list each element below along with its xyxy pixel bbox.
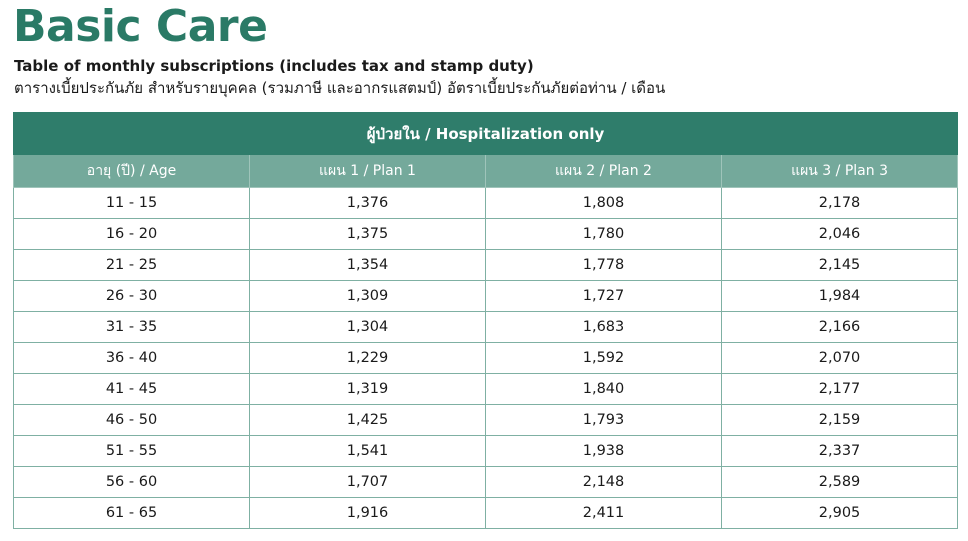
- table-row: [14, 188, 958, 219]
- plan-3-cell: 2,177: [722, 374, 958, 405]
- subtitle-english: Table of monthly subscriptions (includes tax and stamp duty): [14, 57, 534, 75]
- premium-rate-table: [13, 112, 958, 529]
- plan-2-cell: 2,411: [486, 498, 722, 529]
- age-cell: 41 - 45: [14, 374, 250, 405]
- group-header-row: [14, 113, 958, 155]
- plan-3-cell: 2,166: [722, 312, 958, 343]
- table-row: [14, 405, 958, 436]
- column-header-row: [14, 155, 958, 188]
- plan-3-cell: 2,178: [722, 188, 958, 219]
- plan-1-cell: 1,541: [250, 436, 486, 467]
- column-header-plan-3: แผน 3 / Plan 3: [722, 155, 958, 188]
- table-row: [14, 250, 958, 281]
- plan-2-cell: 1,778: [486, 250, 722, 281]
- plan-2-cell: 1,793: [486, 405, 722, 436]
- plan-2-cell: 1,808: [486, 188, 722, 219]
- plan-1-cell: 1,707: [250, 467, 486, 498]
- column-header-plan-1: แผน 1 / Plan 1: [250, 155, 486, 188]
- plan-3-cell: 2,046: [722, 219, 958, 250]
- age-cell: 16 - 20: [14, 219, 250, 250]
- plan-3-cell: 2,159: [722, 405, 958, 436]
- plan-1-cell: 1,425: [250, 405, 486, 436]
- plan-3-cell: 2,337: [722, 436, 958, 467]
- table-row: [14, 219, 958, 250]
- column-header-age: อายุ (ปี) / Age: [14, 155, 250, 188]
- age-cell: 56 - 60: [14, 467, 250, 498]
- plan-1-cell: 1,376: [250, 188, 486, 219]
- plan-3-cell: 1,984: [722, 281, 958, 312]
- plan-2-cell: 1,727: [486, 281, 722, 312]
- table-row: [14, 374, 958, 405]
- table-row: [14, 498, 958, 529]
- table-row: [14, 281, 958, 312]
- plan-2-cell: 2,148: [486, 467, 722, 498]
- plan-2-cell: 1,840: [486, 374, 722, 405]
- plan-3-cell: 2,905: [722, 498, 958, 529]
- column-header-plan-2: แผน 2 / Plan 2: [486, 155, 722, 188]
- age-cell: 61 - 65: [14, 498, 250, 529]
- plan-1-cell: 1,229: [250, 343, 486, 374]
- table-row: [14, 436, 958, 467]
- plan-2-cell: 1,780: [486, 219, 722, 250]
- age-cell: 31 - 35: [14, 312, 250, 343]
- plan-2-cell: 1,938: [486, 436, 722, 467]
- table-row: [14, 312, 958, 343]
- page-title: Basic Care: [13, 1, 268, 52]
- plan-1-cell: 1,304: [250, 312, 486, 343]
- plan-3-cell: 2,589: [722, 467, 958, 498]
- plan-1-cell: 1,375: [250, 219, 486, 250]
- plan-2-cell: 1,683: [486, 312, 722, 343]
- age-cell: 51 - 55: [14, 436, 250, 467]
- plan-1-cell: 1,916: [250, 498, 486, 529]
- age-cell: 11 - 15: [14, 188, 250, 219]
- plan-1-cell: 1,354: [250, 250, 486, 281]
- plan-2-cell: 1,592: [486, 343, 722, 374]
- age-cell: 21 - 25: [14, 250, 250, 281]
- table-row: [14, 343, 958, 374]
- plan-1-cell: 1,309: [250, 281, 486, 312]
- table-row: [14, 467, 958, 498]
- plan-3-cell: 2,145: [722, 250, 958, 281]
- age-cell: 46 - 50: [14, 405, 250, 436]
- plan-1-cell: 1,319: [250, 374, 486, 405]
- plan-3-cell: 2,070: [722, 343, 958, 374]
- age-cell: 26 - 30: [14, 281, 250, 312]
- age-cell: 36 - 40: [14, 343, 250, 374]
- group-header-hospitalization: ผู้ป่วยใน / Hospitalization only: [14, 113, 958, 155]
- table-body: [14, 188, 958, 529]
- subtitle-thai: ตารางเบี้ยประกันภัย สำหรับรายบุคคล (รวมภาษี และอากรแสตมป์) อัตราเบี้ยประกันภัยต่อท่าน / เดือน: [14, 79, 666, 97]
